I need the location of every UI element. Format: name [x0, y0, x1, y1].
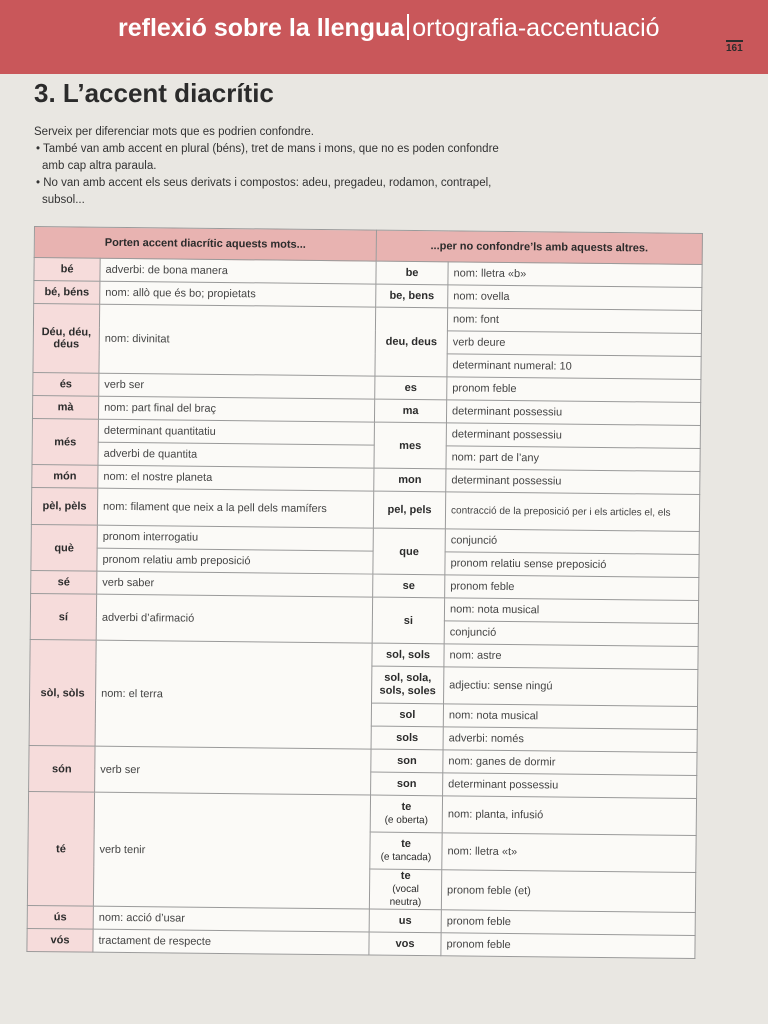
- accented-word: món: [32, 464, 98, 488]
- accented-word: bé: [34, 258, 100, 282]
- diacritic-table-wrapper: [26, 226, 702, 959]
- unaccented-meaning: conjunció: [445, 529, 699, 555]
- accented-meaning: determinant quantitatiu: [98, 419, 374, 445]
- accented-meaning: pronom relatiu amb preposició: [97, 548, 373, 574]
- page-title: 3. L’accent diacrític: [34, 78, 274, 108]
- header-text: [118, 14, 660, 43]
- unaccented-word: [370, 795, 442, 833]
- unaccented-meaning: conjunció: [444, 621, 698, 647]
- unaccented-meaning: nom: astre: [444, 644, 698, 670]
- unaccented-meaning: pronom feble: [441, 910, 695, 936]
- accented-word: sòl, sòls: [29, 639, 96, 746]
- accented-word: sí: [30, 593, 96, 640]
- word-note: (e tancada): [380, 851, 432, 864]
- unaccented-meaning: nom: font: [447, 308, 701, 334]
- accented-meaning: verb ser: [95, 746, 371, 795]
- unaccented-meaning: pronom feble: [441, 933, 695, 959]
- unaccented-word: sol, sols: [372, 643, 444, 667]
- accented-word: bé, béns: [34, 281, 100, 305]
- unaccented-word: es: [375, 376, 447, 400]
- unaccented-word: [369, 869, 441, 910]
- accented-word: més: [32, 418, 98, 465]
- word: te: [401, 837, 412, 850]
- header-left: Porten accent diacrític aquests mots...: [34, 227, 376, 262]
- accented-meaning: verb saber: [97, 571, 373, 597]
- unaccented-word: sol, sola, sols, soles: [372, 666, 444, 704]
- unaccented-meaning: nom: nota musical: [444, 598, 698, 624]
- accented-meaning: tractament de respecte: [93, 929, 369, 955]
- unaccented-meaning: pronom feble: [447, 377, 701, 403]
- accented-word: què: [31, 524, 97, 571]
- word-note: (e oberta): [384, 814, 429, 827]
- unaccented-word: vos: [369, 932, 441, 956]
- unaccented-meaning: determinant possessiu: [446, 469, 700, 495]
- accented-word: vós: [27, 928, 93, 952]
- intro-bullet: • També van amb accent en plural (béns), tret de mans i mons, que no es poden confondre amb cap altra paraula.: [36, 143, 499, 172]
- unaccented-meaning: nom: lletra «b»: [448, 262, 702, 288]
- unaccented-word: pel, pels: [373, 491, 445, 529]
- unaccented-word: que: [373, 528, 445, 575]
- unaccented-meaning: contracció de la preposició per i els articles el, els: [445, 492, 699, 532]
- page-number: 161: [726, 40, 743, 54]
- unaccented-meaning: determinant possessiu: [443, 773, 697, 799]
- accented-meaning: verb tenir: [93, 792, 370, 909]
- accented-word: té: [27, 791, 94, 906]
- diacritic-table: [26, 226, 703, 959]
- accented-meaning: adverbi d’afirmació: [96, 594, 372, 643]
- word: te: [400, 869, 411, 882]
- unaccented-meaning: pronom relatiu sense preposició: [445, 552, 699, 578]
- accented-meaning: adverbi de quantita: [98, 442, 374, 468]
- accented-meaning: nom: el terra: [95, 640, 372, 749]
- accented-meaning: nom: filament que neix a la pell dels mamífers: [97, 488, 373, 528]
- accented-meaning: adverbi: de bona manera: [100, 258, 376, 284]
- unaccented-word: sol: [371, 703, 443, 727]
- accented-word: mà: [32, 395, 98, 419]
- unaccented-meaning: determinant possessiu: [446, 400, 700, 426]
- accented-meaning: pronom interrogatiu: [97, 525, 373, 551]
- accented-word: Déu, déu, déus: [33, 304, 100, 374]
- accented-meaning: nom: acció d’usar: [93, 906, 369, 932]
- accented-word: pèl, pèls: [31, 487, 97, 525]
- header-separator: [407, 14, 409, 40]
- unaccented-word: si: [372, 597, 444, 644]
- header-banner: [0, 0, 768, 74]
- accented-word: és: [33, 372, 99, 396]
- unaccented-word: be: [376, 261, 448, 285]
- intro-text: [34, 124, 504, 209]
- unaccented-meaning: determinant numeral: 10: [447, 354, 701, 380]
- unaccented-word: son: [371, 772, 443, 796]
- intro-line: Serveix per diferenciar mots que es podrien confondre.: [34, 126, 314, 138]
- intro-bullet: • No van amb accent els seus derivats i compostos: adeu, pregadeu, rodamon, contrapel, subsol...: [36, 177, 492, 206]
- unaccented-meaning: adverbi: només: [443, 727, 697, 753]
- unaccented-meaning: pronom feble (et): [441, 870, 695, 913]
- unaccented-meaning: determinant possessiu: [446, 423, 700, 449]
- unaccented-word: sols: [371, 726, 443, 750]
- accented-meaning: nom: el nostre planeta: [98, 465, 374, 491]
- unaccented-meaning: nom: lletra «t»: [442, 833, 696, 873]
- unaccented-meaning: nom: ovella: [448, 285, 702, 311]
- header-main: reflexió sobre la llengua: [118, 14, 405, 42]
- word-note: (vocal neutra): [389, 883, 422, 909]
- unaccented-word: deu, deus: [375, 307, 448, 377]
- header-section: ortografia-accentuació: [412, 14, 660, 42]
- unaccented-word: ma: [374, 399, 446, 423]
- accented-meaning: nom: part final del braç: [98, 396, 374, 422]
- unaccented-meaning: nom: nota musical: [443, 704, 697, 730]
- unaccented-word: son: [371, 749, 443, 773]
- unaccented-word: [370, 832, 442, 870]
- unaccented-word: be, bens: [376, 284, 448, 308]
- accented-word: són: [29, 745, 95, 792]
- header-right: ...per no confondre’ls amb aquests altres.: [376, 230, 702, 264]
- unaccented-word: se: [373, 574, 445, 598]
- unaccented-meaning: pronom feble: [445, 575, 699, 601]
- word: te: [401, 800, 412, 813]
- unaccented-meaning: verb deure: [447, 331, 701, 357]
- table-row: [28, 791, 696, 835]
- accented-word: ús: [27, 905, 93, 929]
- unaccented-word: mon: [374, 468, 446, 492]
- unaccented-meaning: nom: planta, infusió: [442, 796, 696, 836]
- unaccented-meaning: adjectiu: sense ningú: [444, 667, 698, 707]
- unaccented-meaning: nom: ganes de dormir: [443, 750, 697, 776]
- unaccented-meaning: nom: part de l’any: [446, 446, 700, 472]
- unaccented-word: mes: [374, 422, 446, 469]
- accented-word: sé: [31, 570, 97, 594]
- accented-meaning: nom: divinitat: [99, 304, 376, 376]
- unaccented-word: us: [369, 909, 441, 933]
- accented-meaning: nom: allò que és bo; propietats: [100, 281, 376, 307]
- accented-meaning: verb ser: [99, 373, 375, 399]
